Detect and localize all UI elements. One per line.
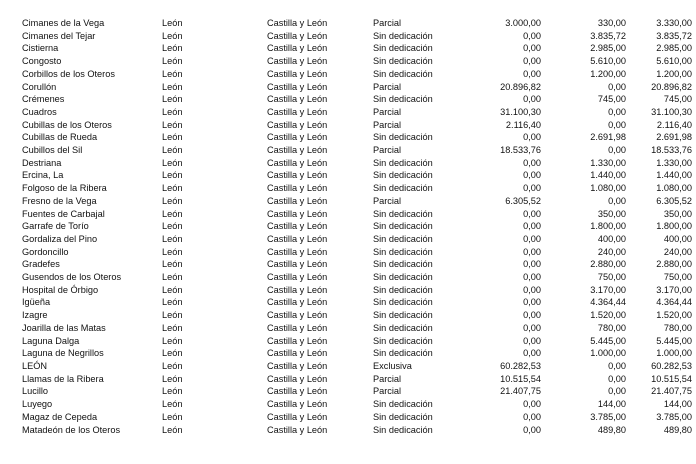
total-cell: 2.116,40 — [656, 119, 692, 130]
municipio-cell: Gusendos de los Oteros — [22, 272, 122, 283]
importe-b-cell: 0,00 — [608, 119, 626, 130]
importe-a-cell: 0,00 — [523, 399, 541, 410]
provincia-cell: León — [162, 233, 183, 244]
municipio-cell: Cimanes del Tejar — [22, 30, 96, 41]
dedicacion-cell: Sin dedicación — [373, 348, 433, 359]
municipio-cell: Hospital de Órbigo — [22, 284, 99, 295]
total-cell: 6.305,52 — [656, 195, 692, 206]
dedicacion-cell: Parcial — [373, 81, 402, 92]
provincia-cell: León — [162, 157, 183, 168]
importe-b-cell: 3.785,00 — [590, 411, 626, 422]
provincia-cell: León — [162, 94, 183, 105]
importe-a-cell: 0,00 — [523, 68, 541, 79]
importe-a-cell: 0,00 — [523, 30, 541, 41]
comunidad-cell: Castilla y León — [267, 386, 328, 397]
dedicacion-cell: Sin dedicación — [373, 284, 433, 295]
table-row — [22, 106, 692, 119]
dedicacion-cell: Sin dedicación — [373, 297, 433, 308]
importe-b-cell: 0,00 — [608, 145, 626, 156]
importe-b-cell: 3.170,00 — [590, 284, 626, 295]
table-row — [22, 17, 692, 30]
importe-a-cell: 21.407,75 — [500, 386, 541, 397]
total-cell: 3.330,00 — [656, 18, 692, 28]
table-row — [22, 131, 692, 144]
total-cell: 780,00 — [663, 322, 692, 333]
table-row — [22, 169, 692, 182]
table-row — [22, 208, 692, 221]
comunidad-cell: Castilla y León — [267, 208, 328, 219]
municipio-cell: Ercina, La — [22, 170, 64, 181]
dedicacion-cell: Sin dedicación — [373, 335, 433, 346]
table-row — [22, 296, 692, 309]
dedicacion-cell: Parcial — [373, 373, 402, 384]
table-row — [22, 93, 692, 106]
total-cell: 350,00 — [663, 208, 692, 219]
total-cell: 21.407,75 — [651, 386, 692, 397]
total-cell: 2.691,98 — [656, 132, 692, 143]
total-cell: 750,00 — [663, 272, 692, 283]
importe-b-cell: 330,00 — [597, 18, 626, 28]
comunidad-cell: Castilla y León — [267, 233, 328, 244]
dedicacion-cell: Sin dedicación — [373, 221, 433, 232]
comunidad-cell: Castilla y León — [267, 373, 328, 384]
dedicacion-cell: Sin dedicación — [373, 208, 433, 219]
municipio-cell: LEÓN — [22, 360, 48, 371]
total-cell: 5.610,00 — [656, 56, 692, 67]
municipio-cell: Gordaliza del Pino — [22, 233, 98, 244]
table-row — [22, 30, 692, 43]
provincia-cell: León — [162, 335, 183, 346]
importe-b-cell: 0,00 — [608, 386, 626, 397]
importe-b-cell: 1.330,00 — [590, 157, 626, 168]
provincia-cell: León — [162, 183, 183, 194]
importe-a-cell: 0,00 — [523, 170, 541, 181]
table-row — [22, 373, 692, 386]
provincia-cell: León — [162, 208, 183, 219]
comunidad-cell: Castilla y León — [267, 360, 328, 371]
provincia-cell: León — [162, 399, 183, 410]
table-row — [22, 309, 692, 322]
table-row — [22, 246, 692, 259]
total-cell: 3.785,00 — [656, 411, 692, 422]
dedicacion-cell: Parcial — [373, 119, 402, 130]
importe-b-cell: 240,00 — [597, 246, 626, 257]
importe-a-cell: 0,00 — [523, 233, 541, 244]
dedicacion-cell: Sin dedicación — [373, 43, 433, 54]
total-cell: 60.282,53 — [651, 360, 692, 371]
data-table — [22, 17, 692, 436]
total-cell: 240,00 — [663, 246, 692, 257]
table-row — [22, 258, 692, 271]
total-cell: 1.800,00 — [656, 221, 692, 232]
table-row — [22, 271, 692, 284]
importe-a-cell: 0,00 — [523, 335, 541, 346]
importe-a-cell: 0,00 — [523, 246, 541, 257]
dedicacion-cell: Sin dedicación — [373, 424, 433, 435]
dedicacion-cell: Sin dedicación — [373, 259, 433, 270]
importe-a-cell: 0,00 — [523, 411, 541, 422]
dedicacion-cell: Parcial — [373, 145, 402, 156]
importe-b-cell: 5.610,00 — [590, 56, 626, 67]
municipio-cell: Laguna Dalga — [22, 335, 80, 346]
importe-a-cell: 0,00 — [523, 132, 541, 143]
dedicacion-cell: Parcial — [373, 106, 402, 117]
provincia-cell: León — [162, 18, 183, 28]
table-row — [22, 144, 692, 157]
total-cell: 4.364,44 — [656, 297, 692, 308]
municipio-cell: Joarilla de las Matas — [22, 322, 106, 333]
municipio-cell: Igüeña — [22, 297, 51, 308]
importe-a-cell: 2.116,40 — [505, 119, 541, 130]
table-row — [22, 220, 692, 233]
importe-a-cell: 0,00 — [523, 157, 541, 168]
municipio-cell: Folgoso de la Ribera — [22, 183, 107, 194]
dedicacion-cell: Sin dedicación — [373, 411, 433, 422]
municipio-cell: Fuentes de Carbajal — [22, 208, 105, 219]
importe-b-cell: 2.691,98 — [590, 132, 626, 143]
provincia-cell: León — [162, 386, 183, 397]
comunidad-cell: Castilla y León — [267, 94, 328, 105]
comunidad-cell: Castilla y León — [267, 221, 328, 232]
importe-a-cell: 31.100,30 — [500, 106, 541, 117]
total-cell: 3.170,00 — [656, 284, 692, 295]
provincia-cell: León — [162, 68, 183, 79]
table-row — [22, 385, 692, 398]
provincia-cell: León — [162, 310, 183, 321]
provincia-cell: León — [162, 411, 183, 422]
importe-a-cell: 0,00 — [523, 297, 541, 308]
provincia-cell: León — [162, 322, 183, 333]
table-row — [22, 347, 692, 360]
importe-b-cell: 1.440,00 — [590, 170, 626, 181]
municipio-cell: Llamas de la Ribera — [22, 373, 104, 384]
total-cell: 31.100,30 — [651, 106, 692, 117]
table-row — [22, 360, 692, 373]
importe-a-cell: 0,00 — [523, 43, 541, 54]
total-cell: 3.835,72 — [656, 30, 692, 41]
importe-b-cell: 5.445,00 — [590, 335, 626, 346]
municipio-cell: Crémenes — [22, 94, 65, 105]
importe-b-cell: 350,00 — [597, 208, 626, 219]
comunidad-cell: Castilla y León — [267, 183, 328, 194]
comunidad-cell: Castilla y León — [267, 284, 328, 295]
comunidad-cell: Castilla y León — [267, 297, 328, 308]
comunidad-cell: Castilla y León — [267, 195, 328, 206]
dedicacion-cell: Parcial — [373, 195, 402, 206]
total-cell: 400,00 — [663, 233, 692, 244]
total-cell: 10.515,54 — [651, 373, 692, 384]
provincia-cell: León — [162, 132, 183, 143]
provincia-cell: León — [162, 272, 183, 283]
municipio-cell: Congosto — [22, 56, 62, 67]
comunidad-cell: Castilla y León — [267, 246, 328, 257]
importe-b-cell: 1.800,00 — [590, 221, 626, 232]
municipio-cell: Cuadros — [22, 106, 57, 117]
importe-b-cell: 3.835,72 — [590, 30, 626, 41]
importe-a-cell: 6.305,52 — [505, 195, 541, 206]
total-cell: 745,00 — [663, 94, 692, 105]
importe-b-cell: 1.200,00 — [590, 68, 626, 79]
municipio-cell: Corullón — [22, 81, 57, 92]
dedicacion-cell: Sin dedicación — [373, 94, 433, 105]
importe-a-cell: 0,00 — [523, 221, 541, 232]
dedicacion-cell: Sin dedicación — [373, 272, 433, 283]
importe-b-cell: 745,00 — [597, 94, 626, 105]
municipio-cell: Cistierna — [22, 43, 59, 54]
dedicacion-cell: Sin dedicación — [373, 322, 433, 333]
importe-b-cell: 1.000,00 — [590, 348, 626, 359]
provincia-cell: León — [162, 56, 183, 67]
provincia-cell: León — [162, 221, 183, 232]
importe-b-cell: 0,00 — [608, 373, 626, 384]
importe-a-cell: 18.533,76 — [500, 145, 541, 156]
importe-a-cell: 0,00 — [523, 424, 541, 435]
importe-a-cell: 0,00 — [523, 56, 541, 67]
total-cell: 20.896,82 — [651, 81, 692, 92]
importe-a-cell: 0,00 — [523, 348, 541, 359]
total-cell: 1.440,00 — [656, 170, 692, 181]
municipio-cell: Destriana — [22, 157, 62, 168]
table-body — [22, 17, 692, 436]
importe-a-cell: 0,00 — [523, 272, 541, 283]
total-cell: 1.520,00 — [656, 310, 692, 321]
municipio-cell: Izagre — [22, 310, 48, 321]
municipio-cell: Lucillo — [22, 386, 49, 397]
provincia-cell: León — [162, 119, 183, 130]
comunidad-cell: Castilla y León — [267, 411, 328, 422]
dedicacion-cell: Sin dedicación — [373, 170, 433, 181]
importe-b-cell: 400,00 — [597, 233, 626, 244]
importe-b-cell: 489,80 — [597, 424, 626, 435]
importe-b-cell: 2.880,00 — [590, 259, 626, 270]
comunidad-cell: Castilla y León — [267, 56, 328, 67]
importe-a-cell: 3.000,00 — [505, 18, 541, 28]
comunidad-cell: Castilla y León — [267, 43, 328, 54]
total-cell: 144,00 — [663, 399, 692, 410]
table-row — [22, 398, 692, 411]
dedicacion-cell: Sin dedicación — [373, 246, 433, 257]
comunidad-cell: Castilla y León — [267, 322, 328, 333]
municipio-cell: Gordoncillo — [22, 246, 69, 257]
importe-a-cell: 0,00 — [523, 183, 541, 194]
comunidad-cell: Castilla y León — [267, 272, 328, 283]
total-cell: 18.533,76 — [651, 145, 692, 156]
dedicacion-cell: Parcial — [373, 386, 402, 397]
provincia-cell: León — [162, 373, 183, 384]
importe-b-cell: 1.520,00 — [590, 310, 626, 321]
table-row — [22, 55, 692, 68]
total-cell: 489,80 — [663, 424, 692, 435]
importe-a-cell: 0,00 — [523, 322, 541, 333]
provincia-cell: León — [162, 30, 183, 41]
dedicacion-cell: Sin dedicación — [373, 310, 433, 321]
importe-b-cell: 144,00 — [597, 399, 626, 410]
dedicacion-cell: Parcial — [373, 18, 402, 28]
comunidad-cell: Castilla y León — [267, 157, 328, 168]
dedicacion-cell: Sin dedicación — [373, 68, 433, 79]
provincia-cell: León — [162, 170, 183, 181]
municipio-cell: Garrafe de Torío — [22, 221, 89, 232]
importe-a-cell: 0,00 — [523, 208, 541, 219]
provincia-cell: León — [162, 297, 183, 308]
table-row — [22, 119, 692, 132]
comunidad-cell: Castilla y León — [267, 81, 328, 92]
importe-b-cell: 0,00 — [608, 106, 626, 117]
table-row — [22, 157, 692, 170]
municipio-cell: Cimanes de la Vega — [22, 18, 105, 28]
importe-b-cell: 780,00 — [597, 322, 626, 333]
table-row — [22, 233, 692, 246]
comunidad-cell: Castilla y León — [267, 348, 328, 359]
comunidad-cell: Castilla y León — [267, 106, 328, 117]
provincia-cell: León — [162, 259, 183, 270]
provincia-cell: León — [162, 360, 183, 371]
total-cell: 1.330,00 — [656, 157, 692, 168]
comunidad-cell: Castilla y León — [267, 132, 328, 143]
table-row — [22, 182, 692, 195]
comunidad-cell: Castilla y León — [267, 145, 328, 156]
municipio-cell: Luyego — [22, 399, 53, 410]
comunidad-cell: Castilla y León — [267, 18, 328, 28]
importe-b-cell: 1.080,00 — [590, 183, 626, 194]
total-cell: 1.000,00 — [656, 348, 692, 359]
municipio-cell: Matadeón de los Oteros — [22, 424, 121, 435]
comunidad-cell: Castilla y León — [267, 170, 328, 181]
provincia-cell: León — [162, 145, 183, 156]
total-cell: 5.445,00 — [656, 335, 692, 346]
provincia-cell: León — [162, 246, 183, 257]
table-row — [22, 424, 692, 437]
importe-b-cell: 4.364,44 — [590, 297, 626, 308]
comunidad-cell: Castilla y León — [267, 68, 328, 79]
importe-b-cell: 0,00 — [608, 195, 626, 206]
comunidad-cell: Castilla y León — [267, 310, 328, 321]
provincia-cell: León — [162, 106, 183, 117]
municipio-cell: Laguna de Negrillos — [22, 348, 104, 359]
provincia-cell: León — [162, 284, 183, 295]
provincia-cell: León — [162, 348, 183, 359]
table-row — [22, 68, 692, 81]
municipio-cell: Corbillos de los Oteros — [22, 68, 115, 79]
importe-a-cell: 60.282,53 — [500, 360, 541, 371]
importe-b-cell: 750,00 — [597, 272, 626, 283]
importe-a-cell: 0,00 — [523, 310, 541, 321]
municipio-cell: Cubillas de Rueda — [22, 132, 98, 143]
dedicacion-cell: Sin dedicación — [373, 132, 433, 143]
municipio-cell: Magaz de Cepeda — [22, 411, 98, 422]
table-row — [22, 195, 692, 208]
comunidad-cell: Castilla y León — [267, 335, 328, 346]
municipio-cell: Fresno de la Vega — [22, 195, 97, 206]
dedicacion-cell: Sin dedicación — [373, 56, 433, 67]
municipio-cell: Gradefes — [22, 259, 60, 270]
total-cell: 2.880,00 — [656, 259, 692, 270]
comunidad-cell: Castilla y León — [267, 119, 328, 130]
dedicacion-cell: Sin dedicación — [373, 30, 433, 41]
provincia-cell: León — [162, 195, 183, 206]
importe-a-cell: 0,00 — [523, 259, 541, 270]
comunidad-cell: Castilla y León — [267, 399, 328, 410]
dedicacion-cell: Sin dedicación — [373, 157, 433, 168]
provincia-cell: León — [162, 43, 183, 54]
table-row — [22, 322, 692, 335]
importe-b-cell: 2.985,00 — [590, 43, 626, 54]
table-row — [22, 284, 692, 297]
table-row — [22, 411, 692, 424]
total-cell: 1.200,00 — [656, 68, 692, 79]
municipio-cell: Cubillas de los Oteros — [22, 119, 112, 130]
importe-a-cell: 0,00 — [523, 94, 541, 105]
dedicacion-cell: Sin dedicación — [373, 183, 433, 194]
importe-b-cell: 0,00 — [608, 360, 626, 371]
total-cell: 1.080,00 — [656, 183, 692, 194]
municipio-cell: Cubillos del Sil — [22, 145, 83, 156]
importe-a-cell: 10.515,54 — [500, 373, 541, 384]
dedicacion-cell: Exclusiva — [373, 360, 412, 371]
provincia-cell: León — [162, 424, 183, 435]
table-row — [22, 81, 692, 94]
dedicacion-cell: Sin dedicación — [373, 233, 433, 244]
comunidad-cell: Castilla y León — [267, 424, 328, 435]
comunidad-cell: Castilla y León — [267, 30, 328, 41]
dedicacion-cell: Sin dedicación — [373, 399, 433, 410]
table-row — [22, 42, 692, 55]
importe-a-cell: 20.896,82 — [500, 81, 541, 92]
importe-a-cell: 0,00 — [523, 284, 541, 295]
comunidad-cell: Castilla y León — [267, 259, 328, 270]
importe-b-cell: 0,00 — [608, 81, 626, 92]
provincia-cell: León — [162, 81, 183, 92]
total-cell: 2.985,00 — [656, 43, 692, 54]
table-row — [22, 335, 692, 348]
